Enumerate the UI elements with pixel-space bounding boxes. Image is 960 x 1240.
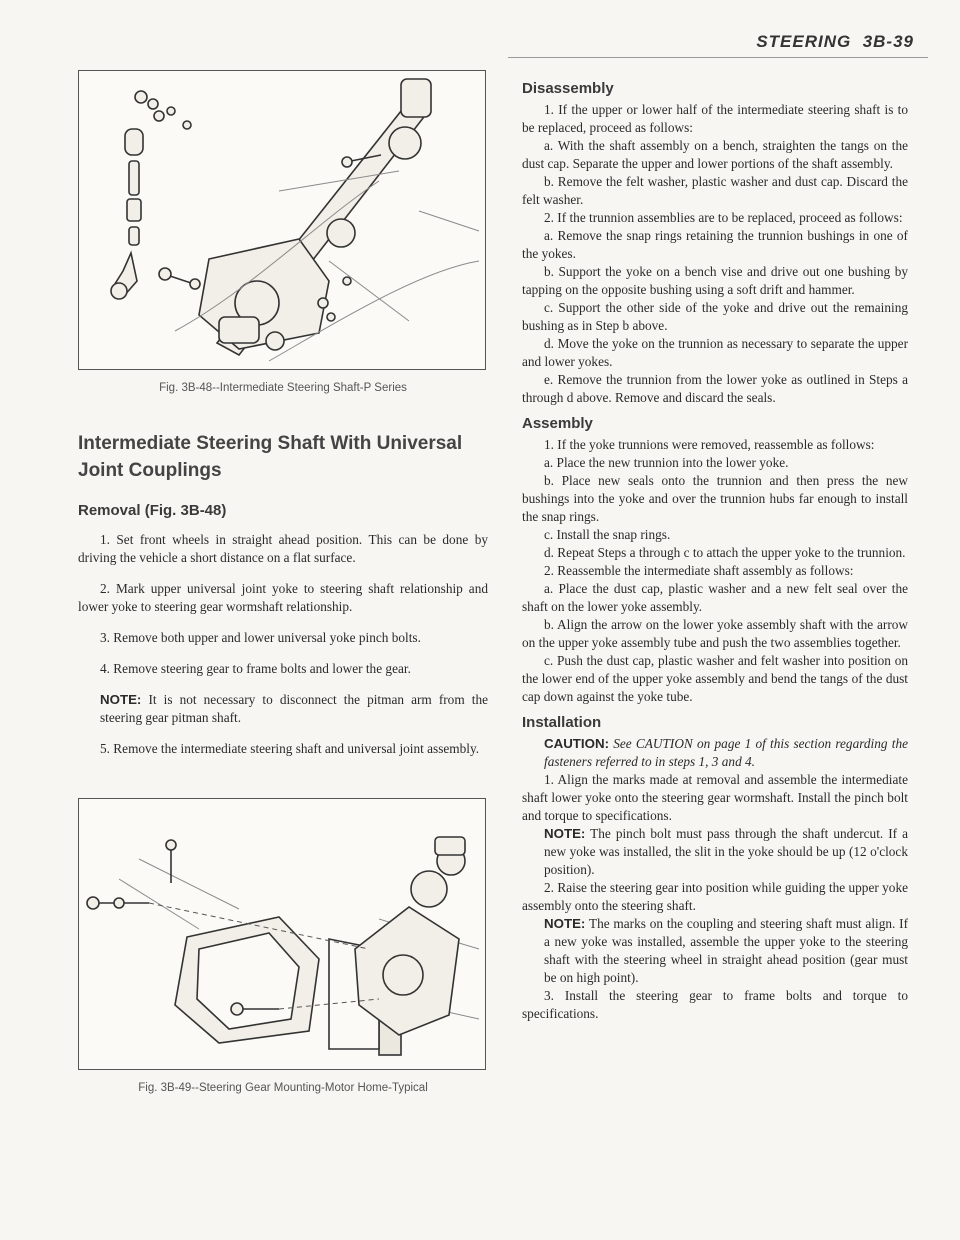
removal-step-5: 5. Remove the intermediate steering shaft and universal joint assembly. <box>100 741 480 756</box>
note2-label: NOTE: <box>544 916 586 931</box>
disassembly-step-2d: d. Move the yoke on the trunnion as necessary to separate the upper and lower yokes. <box>522 336 908 369</box>
removal-step-1: 1. Set front wheels in straight ahead position. This can be done by driving the vehicle a short distance on a flat surface. <box>78 532 488 565</box>
note-text: It is not necessary to disconnect the pitman arm from the steering gear pitman shaft. <box>100 692 488 725</box>
removal-note <box>78 691 488 727</box>
caution-label: CAUTION: <box>544 736 609 751</box>
figure-caption-2: Fig. 3B-49--Steering Gear Mounting-Motor Home-Typical <box>138 1082 428 1094</box>
install-note-1 <box>522 825 908 879</box>
disassembly-step-2a: a. Remove the snap rings retaining the trunnion bushings in one of the yokes. <box>522 228 908 261</box>
section-title: Intermediate Steering Shaft With Universal Joint Couplings <box>78 433 463 481</box>
assembly-step-1a: a. Place the new trunnion into the lower yoke. <box>544 455 789 470</box>
disassembly-heading: Disassembly <box>522 80 614 97</box>
disassembly-step-2: 2. If the trunnion assemblies are to be replaced, proceed as follows: <box>544 210 903 225</box>
shaft-illustration <box>79 71 485 369</box>
gear-mounting-illustration <box>79 799 485 1069</box>
caution-block <box>522 735 908 771</box>
header-rule <box>508 57 928 58</box>
removal-step-2: 2. Mark upper universal joint yoke to steering shaft relationship and lower yoke to steering gear wormshaft relationship. <box>78 581 488 614</box>
assembly-step-2: 2. Reassemble the intermediate shaft assembly as follows: <box>544 563 854 578</box>
note1-text: The pinch bolt must pass through the shaft undercut. If a new yoke was installed, the slit in the yoke should be up (12 o'clock position). <box>544 826 908 877</box>
assembly-heading: Assembly <box>522 415 593 432</box>
disassembly-step-2c: c. Support the other side of the yoke and drive out the remaining bushing as in Step b above. <box>522 300 908 333</box>
assembly-step-2a: a. Place the dust cap, plastic washer and a new felt seal over the shaft on the lower yoke assembly. <box>522 581 908 614</box>
header-page-number: 3B-39 <box>862 32 914 51</box>
note-label: NOTE: <box>100 692 142 707</box>
note1-label: NOTE: <box>544 826 586 841</box>
assembly-step-1b: b. Place new seals onto the trunnion and then press the new bushings into the yoke and over the trunnion hubs far enough to install the snap rings. <box>522 473 908 524</box>
left-column <box>78 70 488 1094</box>
disassembly-step-2e: e. Remove the trunnion from the lower yoke as outlined in Steps a through d above. Remove and discard the seals. <box>522 372 908 405</box>
assembly-step-2b: b. Align the arrow on the lower yoke assembly shaft with the arrow on the upper yoke assembly tube and push the two assemblies together. <box>522 617 908 650</box>
assembly-step-2c: c. Push the dust cap, plastic washer and felt washer into position on the lower end of the upper yoke assembly and bend the tangs of the dust cap down against the yoke tube. <box>522 653 908 704</box>
header-title: STEERING <box>756 32 852 51</box>
page-header <box>756 32 914 52</box>
assembly-step-1c: c. Install the snap rings. <box>544 527 671 542</box>
figure-caption-1: Fig. 3B-48--Intermediate Steering Shaft-P Series <box>159 382 407 394</box>
right-column <box>522 80 908 1023</box>
removal-heading: Removal (Fig. 3B-48) <box>78 502 227 519</box>
figure-intermediate-shaft <box>78 70 486 370</box>
disassembly-step-2b: b. Support the yoke on a bench vise and drive out one bushing by tapping on the opposite bushing using a soft drift and hammer. <box>522 264 908 297</box>
assembly-step-1: 1. If the yoke trunnions were removed, reassemble as follows: <box>544 437 875 452</box>
assembly-step-1d: d. Repeat Steps a through c to attach the upper yoke to the trunnion. <box>544 545 906 560</box>
install-step-1: 1. Align the marks made at removal and assemble the intermediate shaft lower yoke onto the steering gear wormshaft. Install the pinch bolt and torque to specifications. <box>522 772 908 823</box>
install-step-2: 2. Raise the steering gear into position while guiding the upper yoke assembly onto the steering shaft. <box>522 880 908 913</box>
removal-step-4: 4. Remove steering gear to frame bolts and lower the gear. <box>100 661 411 676</box>
caution-text: See CAUTION on page 1 of this section regarding the fasteners referred to in steps 1, 3 and 4. <box>544 736 909 769</box>
disassembly-step-1a: a. With the shaft assembly on a bench, straighten the tangs on the dust cap. Separate the upper and lower portions of the shaft assembly. <box>522 138 908 171</box>
note2-text: The marks on the coupling and steering shaft must align. If a new yoke was installed, assemble the upper yoke to the steering shaft with the steering wheel in straight ahead position (gear must be on high point). <box>544 916 909 985</box>
disassembly-step-1b: b. Remove the felt washer, plastic washer and dust cap. Discard the felt washer. <box>522 174 908 207</box>
installation-heading: Installation <box>522 714 602 731</box>
install-note-2 <box>522 915 908 987</box>
disassembly-step-1: 1. If the upper or lower half of the intermediate steering shaft is to be replaced, proceed as follows: <box>522 102 908 135</box>
install-step-3: 3. Install the steering gear to frame bolts and torque to specifications. <box>522 988 908 1021</box>
figure-gear-mounting <box>78 798 486 1070</box>
removal-step-3: 3. Remove both upper and lower universal yoke pinch bolts. <box>100 630 421 645</box>
